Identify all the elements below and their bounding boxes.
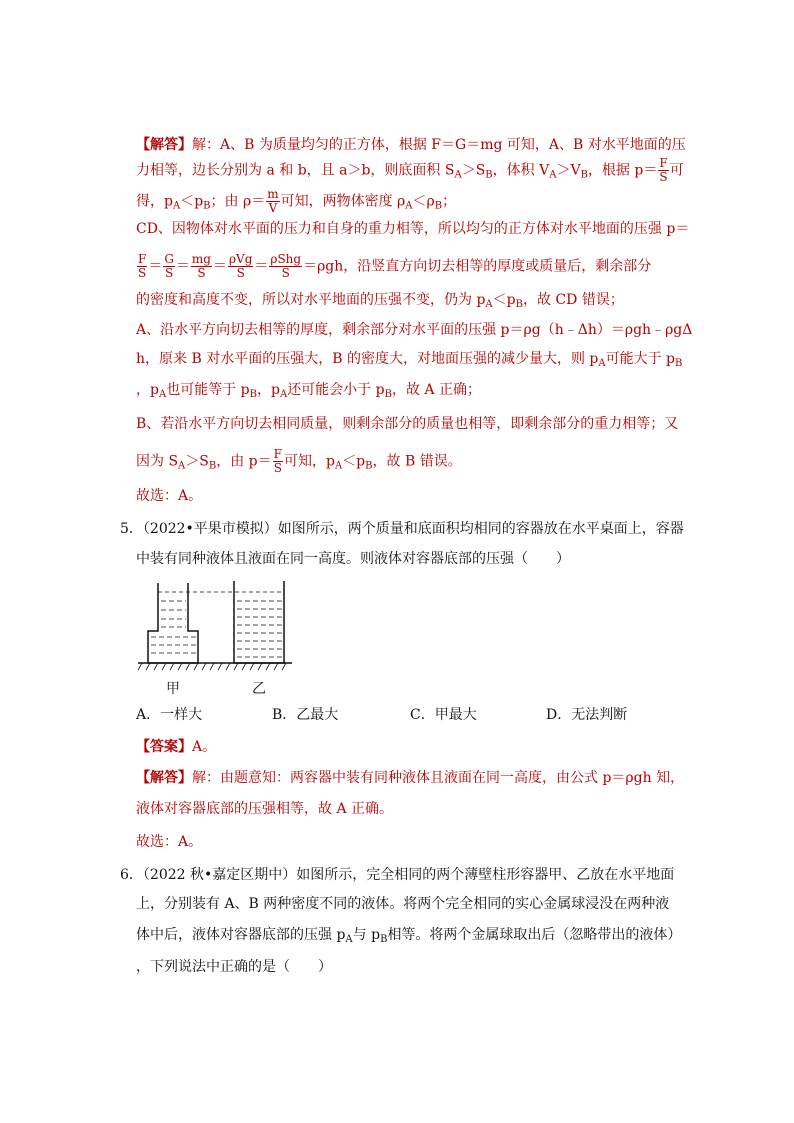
- solution-tag: 【解答】: [136, 137, 192, 153]
- container-yi: [234, 581, 284, 663]
- question5-line1: 5．（2022•平果市模拟）如图所示，两个质量和底面积均相同的容器放在水平桌面上，容器: [120, 521, 684, 537]
- solution4-line3: 得，$p_A<p_B$；由 ρ＝ $\frac{m}{V}$ 可知，两物体密度 $\rho_A<\rho_B$；: [136, 187, 457, 215]
- fraction-F-over-S: $\frac{F}{S}$: [659, 156, 668, 184]
- q5-solution-line1: 【解答】解：由题意知：两容器中装有同种液体且液面在同一高度，由公式 p＝ρgh 知，: [136, 770, 685, 786]
- q5-solution-line2: 液体对容器底部的压强相等，故 A 正确。: [136, 801, 394, 817]
- fraction-m-over-V: $\frac{m}{V}$: [267, 187, 279, 215]
- option-c[interactable]: C．甲最大: [410, 707, 477, 723]
- question6-line2: 上，分别装有 A、B 两种密度不同的液体。将两个完全相同的实心金属球浸没在两种液: [136, 896, 670, 912]
- solution4-line9: ，$p_A$也可能等于 $p_B$，$p_A$还可能会小于 $p_B$，故 A 正确；: [136, 382, 481, 400]
- solution4-line1: 【解答】解：A、B 为质量均匀的正方体，根据 F＝G＝mg 可知，A、B 对水平地面的压: [136, 137, 686, 153]
- solution4-line6: 的密度和高度不变，所以对水平地面的压强不变，仍为 $p_A<p_B$，故 CD 错误；: [136, 292, 624, 310]
- container-jia: [148, 583, 198, 663]
- question5-line2: 中装有同种液体且液面在同一高度。则液体对容器底部的压强（ ）: [136, 551, 570, 567]
- solution4-line11: 因为 $S_A>S_B$，由 p＝ $\frac{F}{S}$ 可知，$p_A<p_B$，故 B 错误。: [136, 447, 462, 475]
- question6-line3: 体中后，液体对容器底部的压强 $p_A$与 $p_B$相等。将两个金属球取出后（忽略带出的液体）: [136, 927, 682, 945]
- option-b[interactable]: B．乙最大: [272, 707, 339, 723]
- question-number: 6．: [120, 867, 143, 883]
- solution4-line2: 力相等，边长分别为 a 和 b，且 a＞b，则底面积 $S_A>S_B$，体积 $V_A>V_B$，根据 p＝ $\frac{F}{S}$ 可: [136, 156, 684, 184]
- solution4-line10: B、若沿水平方向切去相同质量，则剩余部分的质量也相等，即剩余部分的重力相等；又: [136, 416, 679, 432]
- containers-figure: [136, 577, 296, 677]
- question6-line1: 6．（2022 秋•嘉定区期中）如图所示，完全相同的两个薄壁柱形容器甲、乙放在水平地面: [120, 867, 675, 883]
- option-d[interactable]: D．无法判断: [546, 707, 628, 723]
- label-yi: 乙: [252, 681, 266, 697]
- q5-answer: 【答案】A。: [136, 739, 217, 755]
- question6-line4: ，下列说法中正确的是（ ）: [136, 959, 332, 975]
- option-a[interactable]: A．一样大: [136, 707, 203, 723]
- solution4-line7: A、沿水平方向切去相等的厚度，剩余部分对水平面的压强 p＝ρg（h﹣Δh）＝ρgh﹣ρgΔ: [136, 322, 693, 338]
- solution4-choose: 故选：A。: [136, 488, 203, 504]
- label-jia: 甲: [166, 681, 180, 697]
- question-number: 5．: [120, 521, 143, 537]
- solution4-line5: $\frac{F}{S}$ ＝ $\frac{G}{S}$ ＝ $\frac{mg}{S}$ ＝ $\frac{\text{ρVg}}{S}$ ＝ $\frac{\text{ρShg}}{S}$ ＝ρgh，沿竖直方向切去相等的厚度或质量后，剩余部分: [138, 252, 652, 280]
- q5-choose: 故选：A。: [136, 834, 203, 850]
- solution4-line8: h，原来 B 对水平面的压强大，B 的密度大，对地面压强的减少量大，则 $p_A$可能大于 $p_B$: [136, 351, 683, 369]
- solution4-line4: CD、因物体对水平面的压力和自身的重力相等，所以均匀的正方体对水平地面的压强 p＝: [136, 221, 690, 237]
